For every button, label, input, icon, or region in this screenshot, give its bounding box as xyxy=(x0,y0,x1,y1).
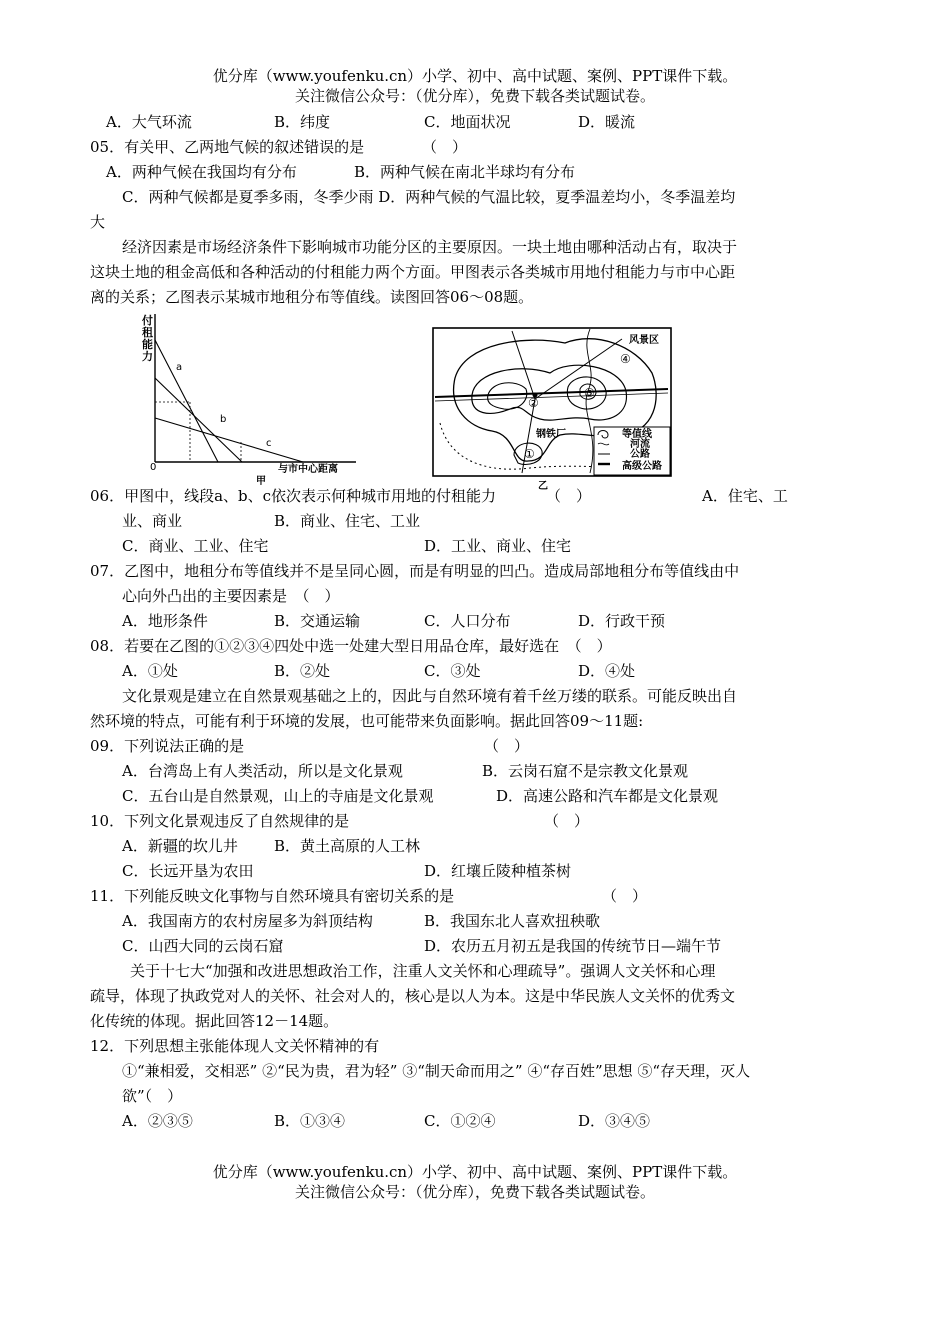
contour-inner-left xyxy=(488,383,527,410)
figure-yi-map xyxy=(430,323,680,493)
q08-option-c: C．③处 xyxy=(424,662,481,680)
q10-option-a: A．新疆的坎儿井 xyxy=(122,837,238,855)
header-line-2: 关注微信公众号：（优分库），免费下载各类试题试卷。 xyxy=(294,87,655,105)
figure-jia-ylabel xyxy=(142,313,154,363)
svg-text:力: 力 xyxy=(142,350,153,363)
q08-stem: 08．若要在乙图的①②③④四处中选一处建大型日用品仓库，最好选在 （ ） xyxy=(90,637,612,655)
svg-text:能: 能 xyxy=(142,338,153,351)
q11-option-c: C．山西大同的云岗石窟 xyxy=(122,937,284,955)
line-a-label: a xyxy=(176,362,183,373)
figure-jia-caption: 甲 xyxy=(256,476,266,487)
svg-text:付: 付 xyxy=(142,314,153,327)
line-b xyxy=(155,378,242,462)
q12-option-d: D．③④⑤ xyxy=(578,1112,651,1130)
q12-items-line-2: 欲”（ ） xyxy=(122,1087,183,1105)
map-legend xyxy=(594,427,670,475)
steel-plant-label: 钢铁厂 xyxy=(536,429,566,440)
q07-option-a: A．地形条件 xyxy=(122,612,208,630)
q04-option-d: D．暖流 xyxy=(578,113,636,131)
q05-option-cd-end: 大 xyxy=(90,213,106,231)
q04-option-c: C．地面状况 xyxy=(424,113,511,131)
q12-option-c: C．①②④ xyxy=(424,1112,496,1130)
footer-line-2: 关注微信公众号：（优分库），免费下载各类试题试卷。 xyxy=(294,1183,655,1201)
q11-paren: （ ） xyxy=(602,887,648,905)
q05-paren: （ ） xyxy=(422,138,468,156)
passage2-line-2: 然环境的特点，可能有利于环境的发展，也可能带来负面影响。据此回答09～11题: xyxy=(90,712,644,730)
point-2: ② xyxy=(528,396,539,410)
q04-option-a: A．大气环流 xyxy=(106,113,192,131)
q08-option-d: D．④处 xyxy=(578,662,636,680)
q05-stem: 05．有关甲、乙两地气候的叙述错误的是 xyxy=(90,138,365,156)
passage2-line-1: 文化景观是建立在自然景观基础之上的，因此与自然环境有着千丝万缕的联系。可能反映出自 xyxy=(122,687,738,705)
point-4: ④ xyxy=(620,352,631,366)
q06-option-b: B．商业、住宅、工业 xyxy=(274,512,421,530)
q10-paren: （ ） xyxy=(544,812,590,830)
q08-option-b: B．②处 xyxy=(274,662,331,680)
point-3: ③ xyxy=(584,386,595,400)
footer-line-1: 优分库（www.youfenku.cn）小学、初中、高中试题、案例、PPT课件下载。 xyxy=(212,1163,738,1181)
q09-option-c: C．五台山是自然景观，山上的寺庙是文化景观 xyxy=(122,787,434,805)
q09-option-a: A．台湾岛上有人类活动，所以是文化景观 xyxy=(122,762,403,780)
q06-option-d: D．工业、商业、住宅 xyxy=(424,537,572,555)
scenic-area-label: 风景区 xyxy=(629,335,659,346)
q07-stem-line-1: 07．乙图中，地租分布等值线并不是呈同心圆，而是有明显的凹凸。造成局部地租分布等值线由中 xyxy=(90,562,740,580)
q06-stem: 06．甲图中，线段a、b、c依次表示何种城市用地的付租能力 xyxy=(90,487,497,505)
svg-text:租: 租 xyxy=(142,326,153,339)
svg-text:河流: 河流 xyxy=(630,439,650,450)
q06-paren: （ ） xyxy=(546,487,592,505)
q12-option-a: A．②③⑤ xyxy=(122,1112,193,1130)
passage3-line-3: 化传统的体现。据此回答12－14题。 xyxy=(90,1012,339,1030)
q07-stem-line-2: 心向外凸出的主要因素是 （ ） xyxy=(122,587,340,605)
svg-text:公路: 公路 xyxy=(630,449,650,460)
q09-option-d: D．高速公路和汽车都是文化景观 xyxy=(496,787,719,805)
q05-option-a: A．两种气候在我国均有分布 xyxy=(106,163,297,181)
q07-option-c: C．人口分布 xyxy=(424,612,511,630)
line-c-label: c xyxy=(266,438,272,449)
q11-stem: 11．下列能反映文化事物与自然环境具有密切关系的是 xyxy=(90,887,455,905)
line-a xyxy=(155,340,218,462)
q10-option-b: B．黄土高原的人工林 xyxy=(274,837,421,855)
q09-stem: 09．下列说法正确的是 xyxy=(90,737,245,755)
point-1: ① xyxy=(524,447,535,461)
q05-option-b: B．两种气候在南北半球均有分布 xyxy=(354,163,576,181)
q12-option-b: B．①③④ xyxy=(274,1112,346,1130)
q09-paren: （ ） xyxy=(484,737,530,755)
origin-label: 0 xyxy=(150,462,157,473)
passage3-line-2: 疏导，体现了执政党对人的关怀、社会对人的，核心是以人为本。这是中华民族人文关怀的优秀文 xyxy=(90,987,736,1005)
highway-edge xyxy=(435,393,668,401)
q12-stem: 12．下列思想主张能体现人文关怀精神的有 xyxy=(90,1037,380,1055)
q07-option-d: D．行政干预 xyxy=(578,612,666,630)
q11-option-a: A．我国南方的农村房屋多为斜顶结构 xyxy=(122,912,373,930)
q11-option-d: D．农历五月初五是我国的传统节日—端午节 xyxy=(424,937,722,955)
passage1-line-3: 离的关系；乙图表示某城市地租分布等值线。读图回答06～08题。 xyxy=(90,288,534,306)
passage3-line-1: 关于十七大“加强和改进思想政治工作，注重人文关怀和心理疏导”。强调人文关怀和心理 xyxy=(130,962,716,980)
q11-option-b: B．我国东北人喜欢扭秧歌 xyxy=(424,912,601,930)
q06-option-a: A．住宅、工 xyxy=(702,487,788,505)
q06-option-a-cont: 业、商业 xyxy=(122,512,183,530)
passage1-line-2: 这块土地的租金高低和各种活动的付租能力两个方面。甲图表示各类城市用地付租能力与市中心距 xyxy=(90,263,736,281)
svg-text:等值线: 等值线 xyxy=(622,429,652,440)
road-3 xyxy=(535,339,622,399)
q10-option-d: D．红壤丘陵种植茶树 xyxy=(424,862,572,880)
header-line-1: 优分库（www.youfenku.cn）小学、初中、高中试题、案例、PPT课件下载。 xyxy=(212,67,738,85)
x-axis-label: 与市中心距离 xyxy=(278,464,338,475)
figure-jia-chart xyxy=(138,310,368,488)
line-b-label: b xyxy=(220,414,227,425)
q05-option-cd: C．两种气候都是夏季多雨，冬季少雨 D．两种气候的气温比较，夏季温差均小，冬季温差均 xyxy=(122,188,736,206)
river xyxy=(586,329,593,473)
q06-option-c: C．商业、工业、住宅 xyxy=(122,537,269,555)
q04-option-b: B．纬度 xyxy=(274,113,331,131)
svg-text:高级公路: 高级公路 xyxy=(622,461,662,472)
q10-option-c: C．长远开垦为农田 xyxy=(122,862,254,880)
road-1 xyxy=(512,331,535,399)
q08-option-a: A．①处 xyxy=(122,662,178,680)
highway xyxy=(435,389,668,397)
figure-yi-caption: 乙 xyxy=(538,481,548,492)
q10-stem: 10．下列文化景观违反了自然规律的是 xyxy=(90,812,350,830)
q12-items-line-1: ①“兼相爱，交相恶” ②“民为贵，君为轻” ③“制天命而用之” ④“存百姓”思想 ⑤“存天理，灭人 xyxy=(122,1062,751,1080)
q07-option-b: B．交通运输 xyxy=(274,612,361,630)
line-c xyxy=(155,418,303,462)
passage1-line-1: 经济因素是市场经济条件下影响城市功能分区的主要原因。一块土地由哪种活动占有，取决于 xyxy=(122,238,738,256)
q09-option-b: B．云岗石窟不是宗教文化景观 xyxy=(482,762,689,780)
